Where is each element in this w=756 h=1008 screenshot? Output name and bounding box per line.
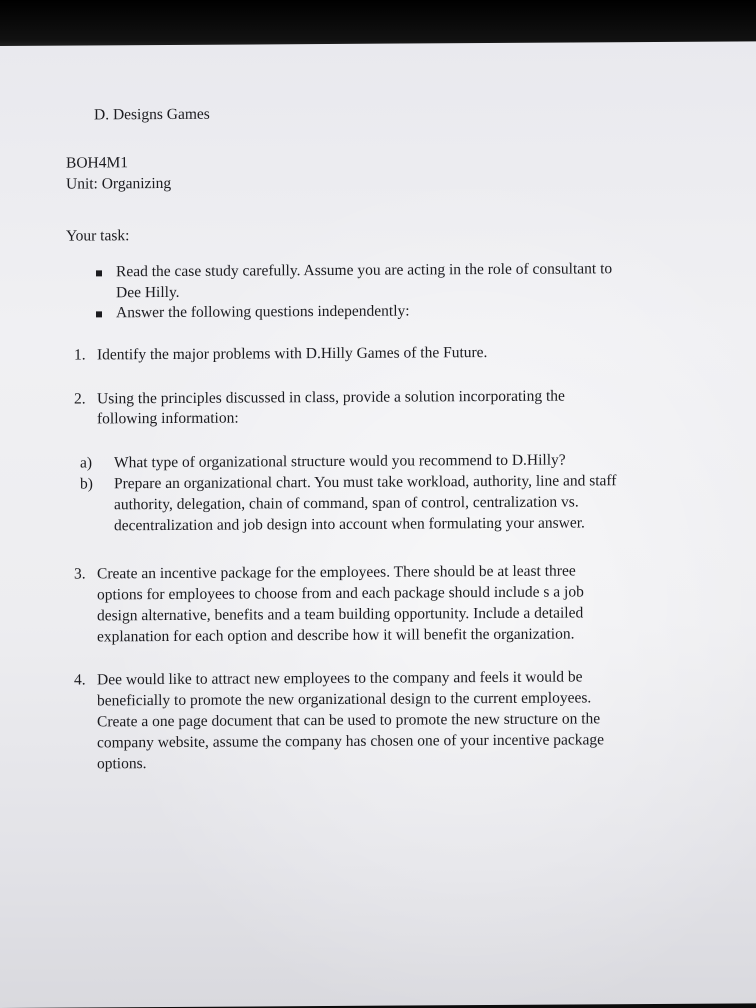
question-number: 1. <box>74 346 86 364</box>
subpart-letter: b) <box>80 475 93 493</box>
document-page <box>0 41 756 1008</box>
question-number: 3. <box>74 565 86 583</box>
question-line: following information: <box>97 409 239 428</box>
bullet-line: Answer the following questions independently: <box>116 302 410 322</box>
bullet-icon <box>96 311 102 317</box>
question-line: design alternative, benefits and a team building opportunity. Include a detailed <box>97 604 584 625</box>
question-line: options. <box>97 755 147 773</box>
question-line: Create a one page document that can be used to promote the new structure on the <box>97 710 601 731</box>
bullet-line: Dee Hilly. <box>116 283 180 302</box>
subpart-line: What type of organizational structure would you recommend to D.Hilly? <box>114 451 566 472</box>
question-line: options for employees to choose from and each package should include s a job <box>97 583 584 604</box>
subpart-line: authority, delegation, chain of command, span of control, centralization vs. <box>114 493 579 514</box>
bullet-icon <box>96 270 102 276</box>
subpart-letter: a) <box>80 454 93 472</box>
question-line: Dee would like to attract new employees to the company and feels it would be <box>97 668 583 689</box>
question-number: 4. <box>74 671 86 689</box>
monitor-screen <box>0 41 756 1008</box>
subpart-line: Prepare an organizational chart. You must take workload, authority, line and staff <box>114 472 617 493</box>
question-line: Create an incentive package for the employees. There should be at least three <box>97 562 576 583</box>
question-line: Using the principles discussed in class, provide a solution incorporating the <box>97 387 565 408</box>
question-line: explanation for each option and describe how it will benefit the organization. <box>97 625 575 646</box>
task-heading: Your task: <box>66 227 130 245</box>
bullet-line: Read the case study carefully. Assume you are acting in the role of consultant to <box>116 260 613 281</box>
subpart-line: decentralization and job design into account when formulating your answer. <box>114 514 585 535</box>
document-title: D. Designs Games <box>94 105 210 124</box>
unit-label: Unit: Organizing <box>66 174 172 193</box>
course-code: BOH4M1 <box>66 154 129 172</box>
question-line: Identify the major problems with D.Hilly Games of the Future. <box>97 344 488 364</box>
question-number: 2. <box>74 390 86 408</box>
question-line: company website, assume the company has chosen one of your incentive package <box>97 731 605 752</box>
question-line: beneficially to promote the new organizational design to the current employees. <box>97 689 592 710</box>
